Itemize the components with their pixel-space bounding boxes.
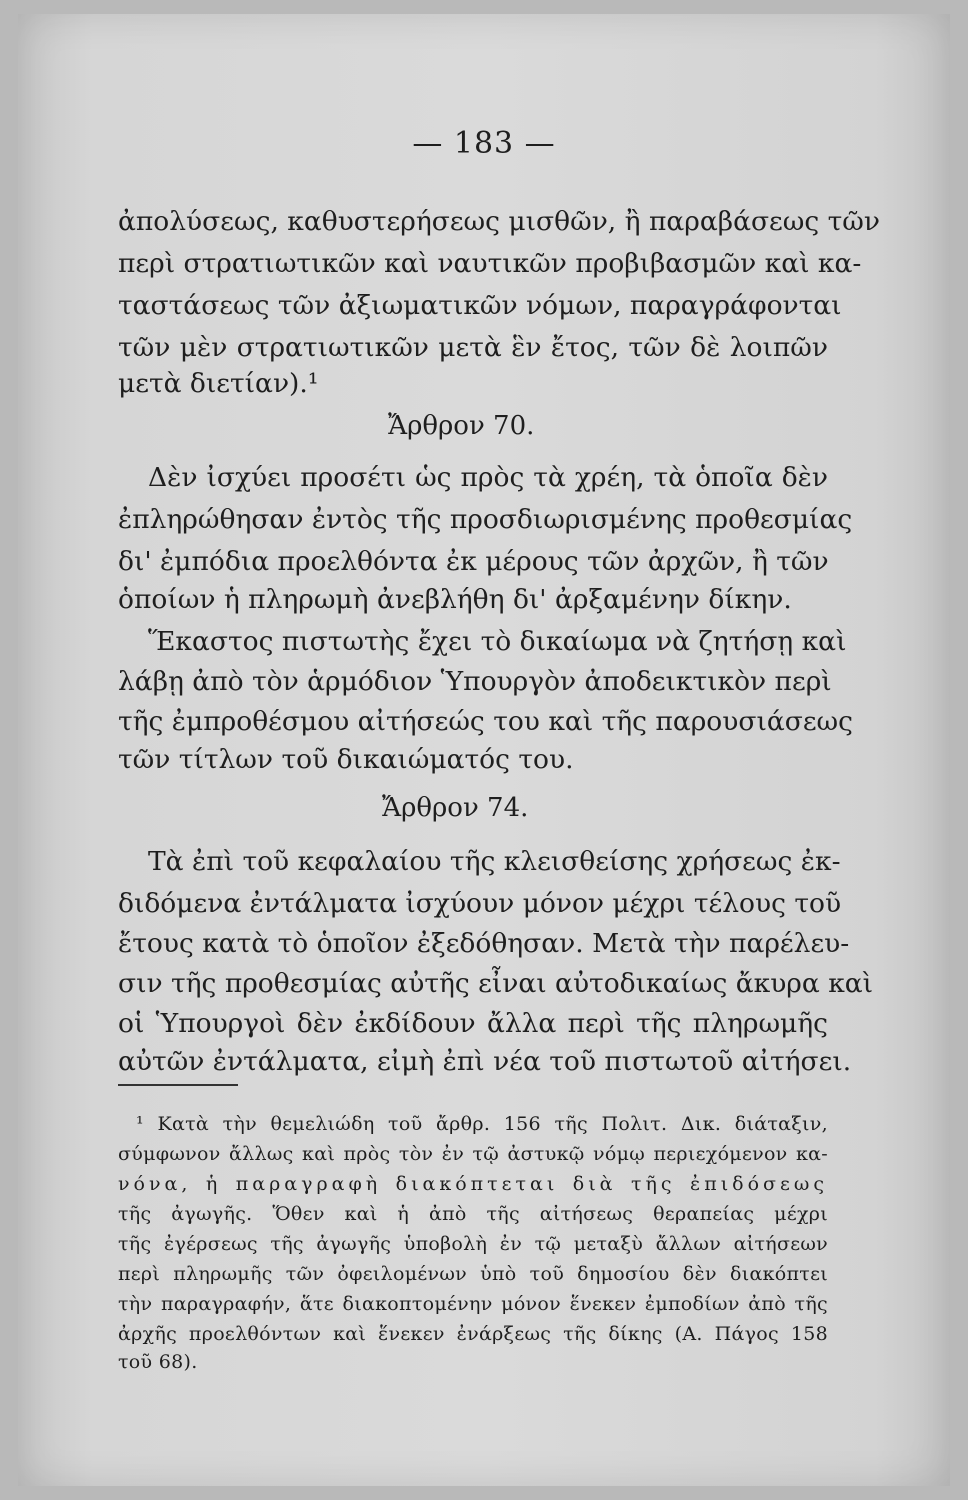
footnote-line: τὴν παραγραφήν, ἅτε διακοπτομένην μόνον ἕνεκεν ἐμποδίων ἀπὸ τῆς [118,1293,828,1315]
footnote-line: περὶ πληρωμῆς τῶν ὀφειλομένων ὑπὸ τοῦ δημοσίου δὲν διακόπτει [118,1263,828,1285]
text-line: αὐτῶν ἐντάλματα, εἰμὴ ἐπὶ νέα τοῦ πιστωτοῦ αἰτήσει. [118,1046,852,1077]
text-line: ταστάσεως τῶν ἀξιωματικῶν νόμων, παραγράφονται [118,290,842,321]
footnote-line: τῆς ἐγέρσεως τῆς ἀγωγῆς ὑποβολὴ ἐν τῷ μεταξὺ ἄλλων αἰτήσεων [118,1233,828,1255]
text-line: Τὰ ἐπὶ τοῦ κεφαλαίου τῆς κλεισθείσης χρήσεως ἐκ- [148,846,841,877]
text-line: σιν τῆς προθεσμίας αὐτῆς εἶναι αὐτοδικαίως ἄκυρα καὶ [118,968,874,999]
text-line: διδόμενα ἐντάλματα ἰσχύουν μόνον μέχρι τέλους τοῦ [118,888,842,919]
article-heading-74: Ἄρθρον 74. [382,793,529,823]
footnote-line: τοῦ 68). [118,1351,198,1373]
book-page [18,14,950,1486]
page-number: — 183 — [412,126,556,161]
text-line: Ἕκαστος πιστωτὴς ἔχει τὸ δικαίωμα νὰ ζητήσῃ καὶ [148,626,847,657]
text-line: μετὰ διετίαν).¹ [118,368,319,399]
text-line: Δὲν ἰσχύει προσέτι ὡς πρὸς τὰ χρέη, τὰ ὁποῖα δὲν [148,462,828,493]
article-heading-70: Ἄρθρον 70. [388,411,535,441]
text-line: τῶν τίτλων τοῦ δικαιώματός του. [118,744,574,775]
text-line: ἀπολύσεως, καθυστερήσεως μισθῶν, ἢ παραβάσεως τῶν [118,206,881,237]
footnote-separator [118,1084,238,1086]
text-line: δι' ἐμπόδια προελθόντα ἐκ μέρους τῶν ἀρχῶν, ἢ τῶν [118,546,829,577]
text-line: ἐπληρώθησαν ἐντὸς τῆς προσδιωρισμένης προθεσμίας [118,504,853,535]
footnote-line: νόνα, ἡ παραγραφὴ διακόπτεται διὰ τῆς ἐπιδόσεως [118,1173,828,1195]
text-line: ἔτους κατὰ τὸ ὁποῖον ἐξεδόθησαν. Μετὰ τὴν παρέλευ- [118,928,850,959]
text-line: τῶν μὲν στρατιωτικῶν μετὰ ἓν ἔτος, τῶν δὲ λοιπῶν [118,332,828,363]
text-line: οἱ Ὑπουργοὶ δὲν ἐκδίδουν ἄλλα περὶ τῆς πληρωμῆς [118,1008,828,1039]
footnote-line: ¹ Κατὰ τὴν θεμελιώδη τοῦ ἄρθρ. 156 τῆς Πολιτ. Δικ. διάταξιν, [136,1113,828,1135]
text-line: περὶ στρατιωτικῶν καὶ ναυτικῶν προβιβασμῶν καὶ κα- [118,248,862,279]
text-line: λάβῃ ἀπὸ τὸν ἁρμόδιον Ὑπουργὸν ἀποδεικτικὸν περὶ [118,666,832,697]
text-line: τῆς ἐμπροθέσμου αἰτήσεώς του καὶ τῆς παρουσιάσεως [118,706,854,737]
footnote-line: ἀρχῆς προελθόντων καὶ ἕνεκεν ἐνάρξεως τῆς δίκης (Α. Πάγος 158 [118,1323,828,1345]
footnote-line: σύμφωνον ἄλλως καὶ πρὸς τὸν ἐν τῷ ἀστυκῷ νόμῳ περιεχόμενον κα- [118,1143,828,1165]
footnote-line: τῆς ἀγωγῆς. Ὅθεν καὶ ἡ ἀπὸ τῆς αἰτήσεως θεραπείας μέχρι [118,1203,828,1225]
text-line: ὁποίων ἡ πληρωμὴ ἀνεβλήθη δι' ἀρξαμένην δίκην. [118,584,792,615]
